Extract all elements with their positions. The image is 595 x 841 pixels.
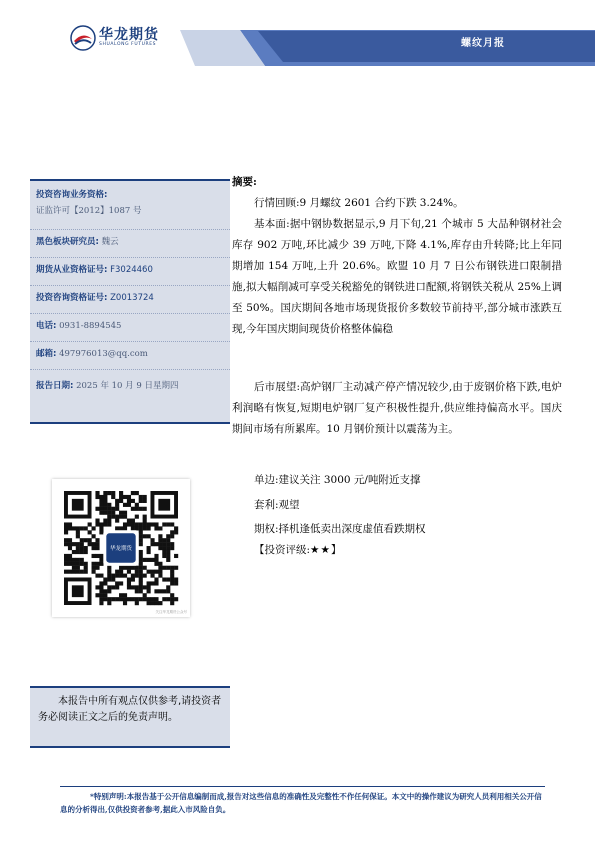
logo-mark-icon — [70, 25, 96, 51]
license-value: 证监许可【2012】1087 号 — [36, 206, 142, 216]
qr-center-label: 华龙期货 — [109, 546, 133, 552]
license-row — [30, 205, 230, 227]
email-row — [30, 341, 230, 367]
analyst-info-panel — [30, 179, 230, 424]
report-date-value: 2025 年 10 月 9 日星期四 — [76, 381, 179, 391]
options-advice: 期权:择机逢低卖出深度虚值看跌期权 — [254, 523, 426, 535]
footer-divider — [60, 786, 545, 787]
qualification-label: 投资咨询业务资格: — [36, 190, 108, 200]
company-name: 华龙期货 — [99, 27, 159, 43]
qr-code-icon — [52, 479, 190, 617]
company-logo — [70, 22, 220, 58]
researcher-row — [30, 229, 230, 255]
futures-cert-label: 期货从业资格证号: — [36, 265, 108, 275]
summary-title: 摘要: — [232, 176, 257, 188]
arbitrage-advice: 套利:观望 — [254, 499, 300, 511]
consult-cert-row — [30, 285, 230, 311]
footer-disclaimer: *特别声明:本报告基于公开信息编制而成,报告对这些信息的准确性及完整性不作任何保证。本文中的操作建议为研究人员利用相关公开信息的分析得出,仅供投资者参考,据此入市风险自负。 — [60, 792, 542, 814]
wechat-qr-code — [52, 479, 190, 617]
futures-cert-value: F3024460 — [110, 265, 153, 275]
phone-row — [30, 313, 230, 339]
rating-label: 【投资评级: — [254, 544, 311, 556]
market-review: 行情回顾:9 月螺纹 2601 合约下跌 3.24%。 — [254, 197, 464, 209]
rating-stars: ★★ — [310, 544, 331, 556]
consult-cert-value: Z0013724 — [110, 293, 154, 303]
notice-box: 本报告中所有观点仅供参考,请投资者务必阅读正文之后的免责声明。 — [30, 686, 230, 748]
rating-close: 】 — [330, 544, 342, 556]
researcher-value: 魏云 — [101, 237, 119, 247]
company-subtitle: SHUALONG FUTURES — [99, 42, 157, 47]
report-date-label: 报告日期: — [36, 381, 74, 391]
report-date-row — [30, 369, 230, 399]
fundamentals-paragraph: 基本面:据中钢协数据显示,9 月下旬,21 个城市 5 大品种钢材社会库存 902 万吨,环比减少 39 万吨,下降 4.1%,库存由升转降;比上年同期增加 154 万吨,上升 20.6%。欧盟 10 月 7 日公布钢铁进口限制措施,拟大幅削减可享受关税豁免的钢铁进口配额,将钢铁关税从 25%上调至 50%。国庆期间各地市场现货报价多数较节前持平,部分城市涨跌互现,今年国庆期间现货价格整体偏稳 — [232, 218, 562, 335]
phone-label: 电话: — [36, 321, 57, 331]
investment-rating — [232, 540, 562, 561]
single-side-advice: 单边:建议关注 3000 元/吨附近支撑 — [254, 474, 421, 486]
researcher-label: 黑色板块研究员: — [36, 237, 99, 247]
email-value: 497976013@qq.com — [59, 349, 148, 359]
futures-cert-row — [30, 257, 230, 283]
consult-cert-label: 投资咨询资格证号: — [36, 293, 108, 303]
phone-value: 0931-8894545 — [59, 321, 122, 331]
report-type-title: 螺纹月报 — [461, 38, 505, 49]
outlook-paragraph: 后市展望:高炉钢厂主动减产停产情况较少,由于废钢价格下跌,电炉利润略有恢复,短期电炉钢厂复产积极性提升,供应维持偏高水平。国庆期间市场有所累库。10 月钢价预计以震荡为主。 — [232, 381, 562, 435]
page-header — [0, 0, 595, 66]
qr-caption: 关注华龙期货公众号 — [155, 610, 187, 614]
email-label: 邮箱: — [36, 349, 57, 359]
